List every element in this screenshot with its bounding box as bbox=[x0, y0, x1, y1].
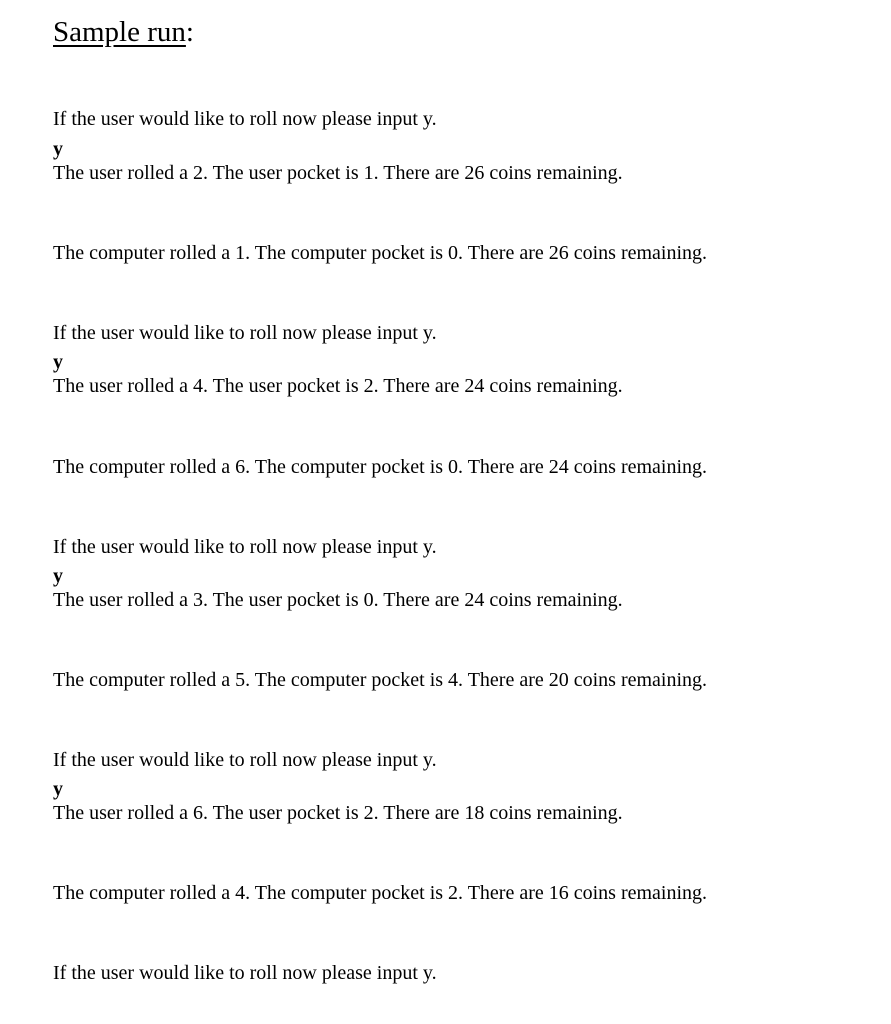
page-title bbox=[53, 13, 194, 51]
title-colon: : bbox=[185, 16, 194, 48]
title-text: Sample run bbox=[53, 16, 186, 48]
user-input-line: y bbox=[53, 778, 63, 800]
user-input-line: y bbox=[53, 138, 63, 160]
computer-roll-line: The computer rolled a 5. The computer pocket is 4. There are 20 coins remaining. bbox=[53, 669, 708, 691]
prompt-line: If the user would like to roll now please input y. bbox=[53, 536, 437, 558]
user-input-line: y bbox=[53, 565, 63, 587]
user-roll-line: The user rolled a 6. The user pocket is 2. There are 18 coins remaining. bbox=[53, 802, 623, 824]
user-input-line: y bbox=[53, 351, 63, 373]
prompt-line: If the user would like to roll now please input y. bbox=[53, 962, 437, 984]
computer-roll-line: The computer rolled a 4. The computer pocket is 2. There are 16 coins remaining. bbox=[53, 882, 708, 904]
computer-roll-line: The computer rolled a 6. The computer pocket is 0. There are 24 coins remaining. bbox=[53, 456, 708, 478]
user-roll-line: The user rolled a 4. The user pocket is 2. There are 24 coins remaining. bbox=[53, 375, 623, 397]
user-roll-line: The user rolled a 2. The user pocket is 1. There are 26 coins remaining. bbox=[53, 162, 623, 184]
prompt-line: If the user would like to roll now please input y. bbox=[53, 749, 437, 771]
prompt-line: If the user would like to roll now please input y. bbox=[53, 322, 437, 344]
computer-roll-line: The computer rolled a 1. The computer pocket is 0. There are 26 coins remaining. bbox=[53, 242, 708, 264]
user-roll-line: The user rolled a 3. The user pocket is 0. There are 24 coins remaining. bbox=[53, 589, 623, 611]
prompt-line: If the user would like to roll now please input y. bbox=[53, 108, 437, 130]
